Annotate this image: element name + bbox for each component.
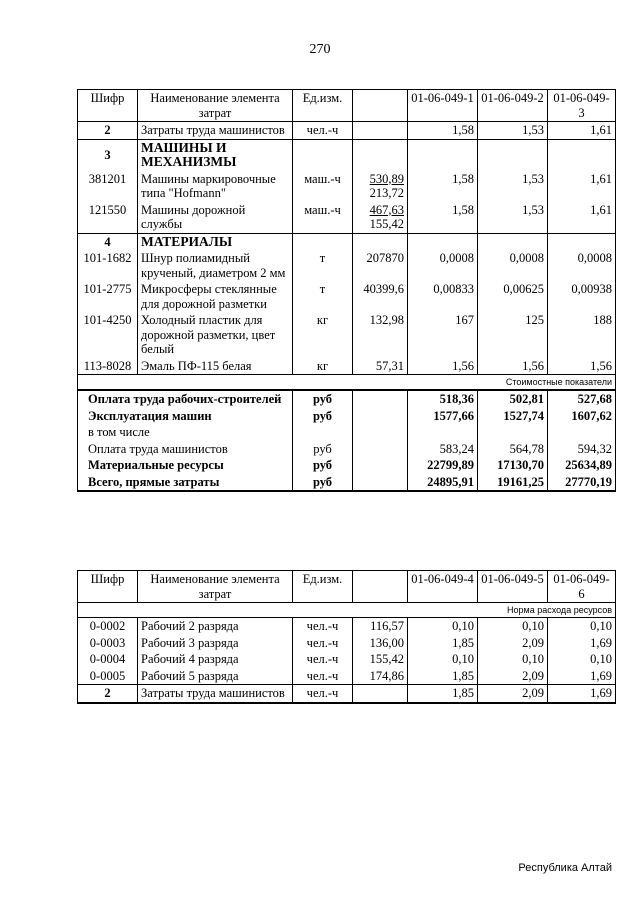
- summary-price: [353, 390, 408, 408]
- row-value-1: 0,10: [408, 618, 478, 635]
- row-unit: чел.-ч: [293, 122, 353, 140]
- row-code: 101-2775: [78, 281, 138, 312]
- row-value-3: 1,69: [548, 668, 616, 685]
- row-value-3: 188: [548, 312, 616, 358]
- summary-unit: руб: [293, 457, 353, 474]
- row-unit: [293, 233, 353, 250]
- summary-value-1: 22799,89: [408, 457, 478, 474]
- row-price: 132,98: [353, 312, 408, 358]
- row-name: МАТЕРИАЛЫ: [138, 233, 293, 250]
- row-value-1: [408, 139, 478, 171]
- table-row: [78, 358, 616, 375]
- summary-price: [353, 441, 408, 458]
- row-code: 381201: [78, 171, 138, 202]
- header-col-1: 01-06-049-1: [408, 90, 478, 122]
- row-value-3: 0,0008: [548, 250, 616, 281]
- table-row: [78, 685, 616, 703]
- row-name: МАШИНЫ И МЕХАНИЗМЫ: [138, 139, 293, 171]
- row-value-2: 0,10: [478, 618, 548, 635]
- row-unit: т: [293, 281, 353, 312]
- header-col-3: 01-06-049-3: [548, 90, 616, 122]
- summary-name: Оплата труда машинистов: [78, 441, 293, 458]
- row-value-3: 1,61: [548, 202, 616, 234]
- row-unit: кг: [293, 358, 353, 375]
- row-name: Микросферы стеклянные для дорожной разметки: [138, 281, 293, 312]
- row-value-2: 0,0008: [478, 250, 548, 281]
- cost-caption-row: [78, 375, 616, 391]
- row-value-2: 1,53: [478, 171, 548, 202]
- row-value-1: 0,00833: [408, 281, 478, 312]
- row-value-3: 0,00938: [548, 281, 616, 312]
- row-name: Эмаль ПФ-115 белая: [138, 358, 293, 375]
- row-value-2: 2,09: [478, 635, 548, 652]
- row-value-2: [478, 233, 548, 250]
- row-code: 2: [78, 685, 138, 703]
- row-code: 3: [78, 139, 138, 171]
- row-unit: чел.-ч: [293, 651, 353, 668]
- header-code: Шифр: [78, 90, 138, 122]
- summary-name: Оплата труда рабочих-строителей: [78, 390, 293, 408]
- row-value-1: 1,58: [408, 122, 478, 140]
- row-value-1: 0,10: [408, 651, 478, 668]
- row-value-1: [408, 233, 478, 250]
- table-row: [78, 635, 616, 652]
- header-unit: Ед.изм.: [293, 90, 353, 122]
- summary-value-1: [408, 424, 478, 441]
- row-name: Рабочий 3 разряда: [138, 635, 293, 652]
- row-unit: чел.-ч: [293, 618, 353, 635]
- summary-value-2: 564,78: [478, 441, 548, 458]
- row-value-2: 1,56: [478, 358, 548, 375]
- row-value-3: 0,10: [548, 618, 616, 635]
- table-header-row: [78, 90, 616, 122]
- summary-value-1: 1577,66: [408, 408, 478, 425]
- row-value-3: 0,10: [548, 651, 616, 668]
- page-number: 270: [309, 42, 331, 57]
- row-value-3: 1,69: [548, 685, 616, 703]
- row-price: [353, 139, 408, 171]
- table-row: [78, 618, 616, 635]
- row-value-2: [478, 139, 548, 171]
- header-price: [353, 90, 408, 122]
- summary-name: в том числе: [78, 424, 293, 441]
- row-name: Рабочий 2 разряда: [138, 618, 293, 635]
- row-price: [353, 202, 408, 234]
- row-value-2: 0,10: [478, 651, 548, 668]
- row-value-1: 1,85: [408, 668, 478, 685]
- header-unit: Ед.изм.: [293, 571, 353, 603]
- summary-value-1: 24895,91: [408, 474, 478, 492]
- row-value-3: 1,61: [548, 171, 616, 202]
- row-unit: т: [293, 250, 353, 281]
- resource-table-2: [77, 570, 616, 704]
- row-unit: маш.-ч: [293, 202, 353, 234]
- table-section-row: [78, 139, 616, 171]
- summary-row: [78, 408, 616, 425]
- row-unit: кг: [293, 312, 353, 358]
- row-unit: чел.-ч: [293, 635, 353, 652]
- table-row: [78, 171, 616, 202]
- row-value-2: 0,00625: [478, 281, 548, 312]
- header-price: [353, 571, 408, 603]
- footer-region: Республика Алтай: [518, 862, 612, 874]
- summary-row: [78, 457, 616, 474]
- summary-row: [78, 474, 616, 492]
- header-code: Шифр: [78, 571, 138, 603]
- summary-unit: руб: [293, 474, 353, 492]
- summary-row: [78, 441, 616, 458]
- table-row: [78, 250, 616, 281]
- summary-value-2: 502,81: [478, 390, 548, 408]
- row-name: Рабочий 5 разряда: [138, 668, 293, 685]
- row-price-secondary: 155,42: [369, 217, 404, 231]
- row-price-main: 467,63: [369, 202, 404, 217]
- row-value-3: 1,69: [548, 635, 616, 652]
- row-value-2: 125: [478, 312, 548, 358]
- row-price: 40399,6: [353, 281, 408, 312]
- header-name: Наименование элемента затрат: [138, 571, 293, 603]
- summary-value-3: [548, 424, 616, 441]
- row-name: Машины маркировочные типа "Hofmann": [138, 171, 293, 202]
- row-value-1: 1,56: [408, 358, 478, 375]
- row-unit: чел.-ч: [293, 668, 353, 685]
- row-value-3: [548, 233, 616, 250]
- header-col-5: 01-06-049-5: [478, 571, 548, 603]
- row-price: [353, 685, 408, 703]
- header-col-4: 01-06-049-4: [408, 571, 478, 603]
- row-name: Машины дорожной службы: [138, 202, 293, 234]
- row-value-2: 1,53: [478, 202, 548, 234]
- summary-price: [353, 424, 408, 441]
- row-value-2: 2,09: [478, 685, 548, 703]
- row-code: 0-0003: [78, 635, 138, 652]
- summary-name: Всего, прямые затраты: [78, 474, 293, 492]
- cost-indicators-caption: Стоимостные показатели: [78, 375, 616, 391]
- table-row: [78, 281, 616, 312]
- row-code: 121550: [78, 202, 138, 234]
- row-value-3: 1,61: [548, 122, 616, 140]
- row-code: 0-0002: [78, 618, 138, 635]
- row-code: 101-4250: [78, 312, 138, 358]
- header-col-6: 01-06-049-6: [548, 571, 616, 603]
- summary-price: [353, 457, 408, 474]
- row-unit: маш.-ч: [293, 171, 353, 202]
- row-code: 0-0005: [78, 668, 138, 685]
- summary-row: [78, 390, 616, 408]
- summary-value-3: 1607,62: [548, 408, 616, 425]
- row-price: 57,31: [353, 358, 408, 375]
- summary-row: [78, 424, 616, 441]
- row-price: 207870: [353, 250, 408, 281]
- row-code: 113-8028: [78, 358, 138, 375]
- summary-value-2: 1527,74: [478, 408, 548, 425]
- row-value-2: 1,53: [478, 122, 548, 140]
- row-code: 0-0004: [78, 651, 138, 668]
- summary-value-2: 17130,70: [478, 457, 548, 474]
- row-price: [353, 171, 408, 202]
- row-price: 155,42: [353, 651, 408, 668]
- summary-value-2: 19161,25: [478, 474, 548, 492]
- row-unit: чел.-ч: [293, 685, 353, 703]
- summary-value-3: 594,32: [548, 441, 616, 458]
- row-code: 101-1682: [78, 250, 138, 281]
- norm-caption-row: [78, 603, 616, 618]
- summary-name: Эксплуатация машин: [78, 408, 293, 425]
- summary-unit: руб: [293, 390, 353, 408]
- summary-value-1: 518,36: [408, 390, 478, 408]
- table-row: [78, 668, 616, 685]
- row-value-1: 1,85: [408, 635, 478, 652]
- row-value-3: 1,56: [548, 358, 616, 375]
- summary-price: [353, 474, 408, 492]
- row-price-secondary: 213,72: [369, 186, 404, 200]
- row-price: [353, 233, 408, 250]
- row-value-2: 2,09: [478, 668, 548, 685]
- table-row: [78, 312, 616, 358]
- row-price: 116,57: [353, 618, 408, 635]
- summary-value-1: 583,24: [408, 441, 478, 458]
- row-value-1: 0,0008: [408, 250, 478, 281]
- summary-unit: [293, 424, 353, 441]
- row-name: Затраты труда машинистов: [138, 122, 293, 140]
- table-row: [78, 202, 616, 234]
- summary-unit: руб: [293, 441, 353, 458]
- row-value-1: 1,85: [408, 685, 478, 703]
- summary-value-3: 527,68: [548, 390, 616, 408]
- row-name: Холодный пластик для дорожной разметки, цвет белый: [138, 312, 293, 358]
- row-value-3: [548, 139, 616, 171]
- row-value-1: 1,58: [408, 171, 478, 202]
- row-name: Рабочий 4 разряда: [138, 651, 293, 668]
- table-section-row: [78, 233, 616, 250]
- row-code: 4: [78, 233, 138, 250]
- row-value-1: 167: [408, 312, 478, 358]
- norm-caption: Норма расхода ресурсов: [78, 603, 616, 618]
- row-price-main: 530,89: [369, 171, 404, 186]
- table-header-row: [78, 571, 616, 603]
- row-name: Шнур полиамидный крученый, диаметром 2 мм: [138, 250, 293, 281]
- table-row: [78, 122, 616, 140]
- row-price: [353, 122, 408, 140]
- header-col-2: 01-06-049-2: [478, 90, 548, 122]
- table-row: [78, 651, 616, 668]
- summary-value-2: [478, 424, 548, 441]
- row-name: Затраты труда машинистов: [138, 685, 293, 703]
- row-price: 174,86: [353, 668, 408, 685]
- row-unit: [293, 139, 353, 171]
- summary-unit: руб: [293, 408, 353, 425]
- summary-price: [353, 408, 408, 425]
- row-value-1: 1,58: [408, 202, 478, 234]
- header-name: Наименование элемента затрат: [138, 90, 293, 122]
- resource-table-1: [77, 89, 616, 492]
- summary-value-3: 27770,19: [548, 474, 616, 492]
- row-code: 2: [78, 122, 138, 140]
- row-price: 136,00: [353, 635, 408, 652]
- summary-name: Материальные ресурсы: [78, 457, 293, 474]
- summary-value-3: 25634,89: [548, 457, 616, 474]
